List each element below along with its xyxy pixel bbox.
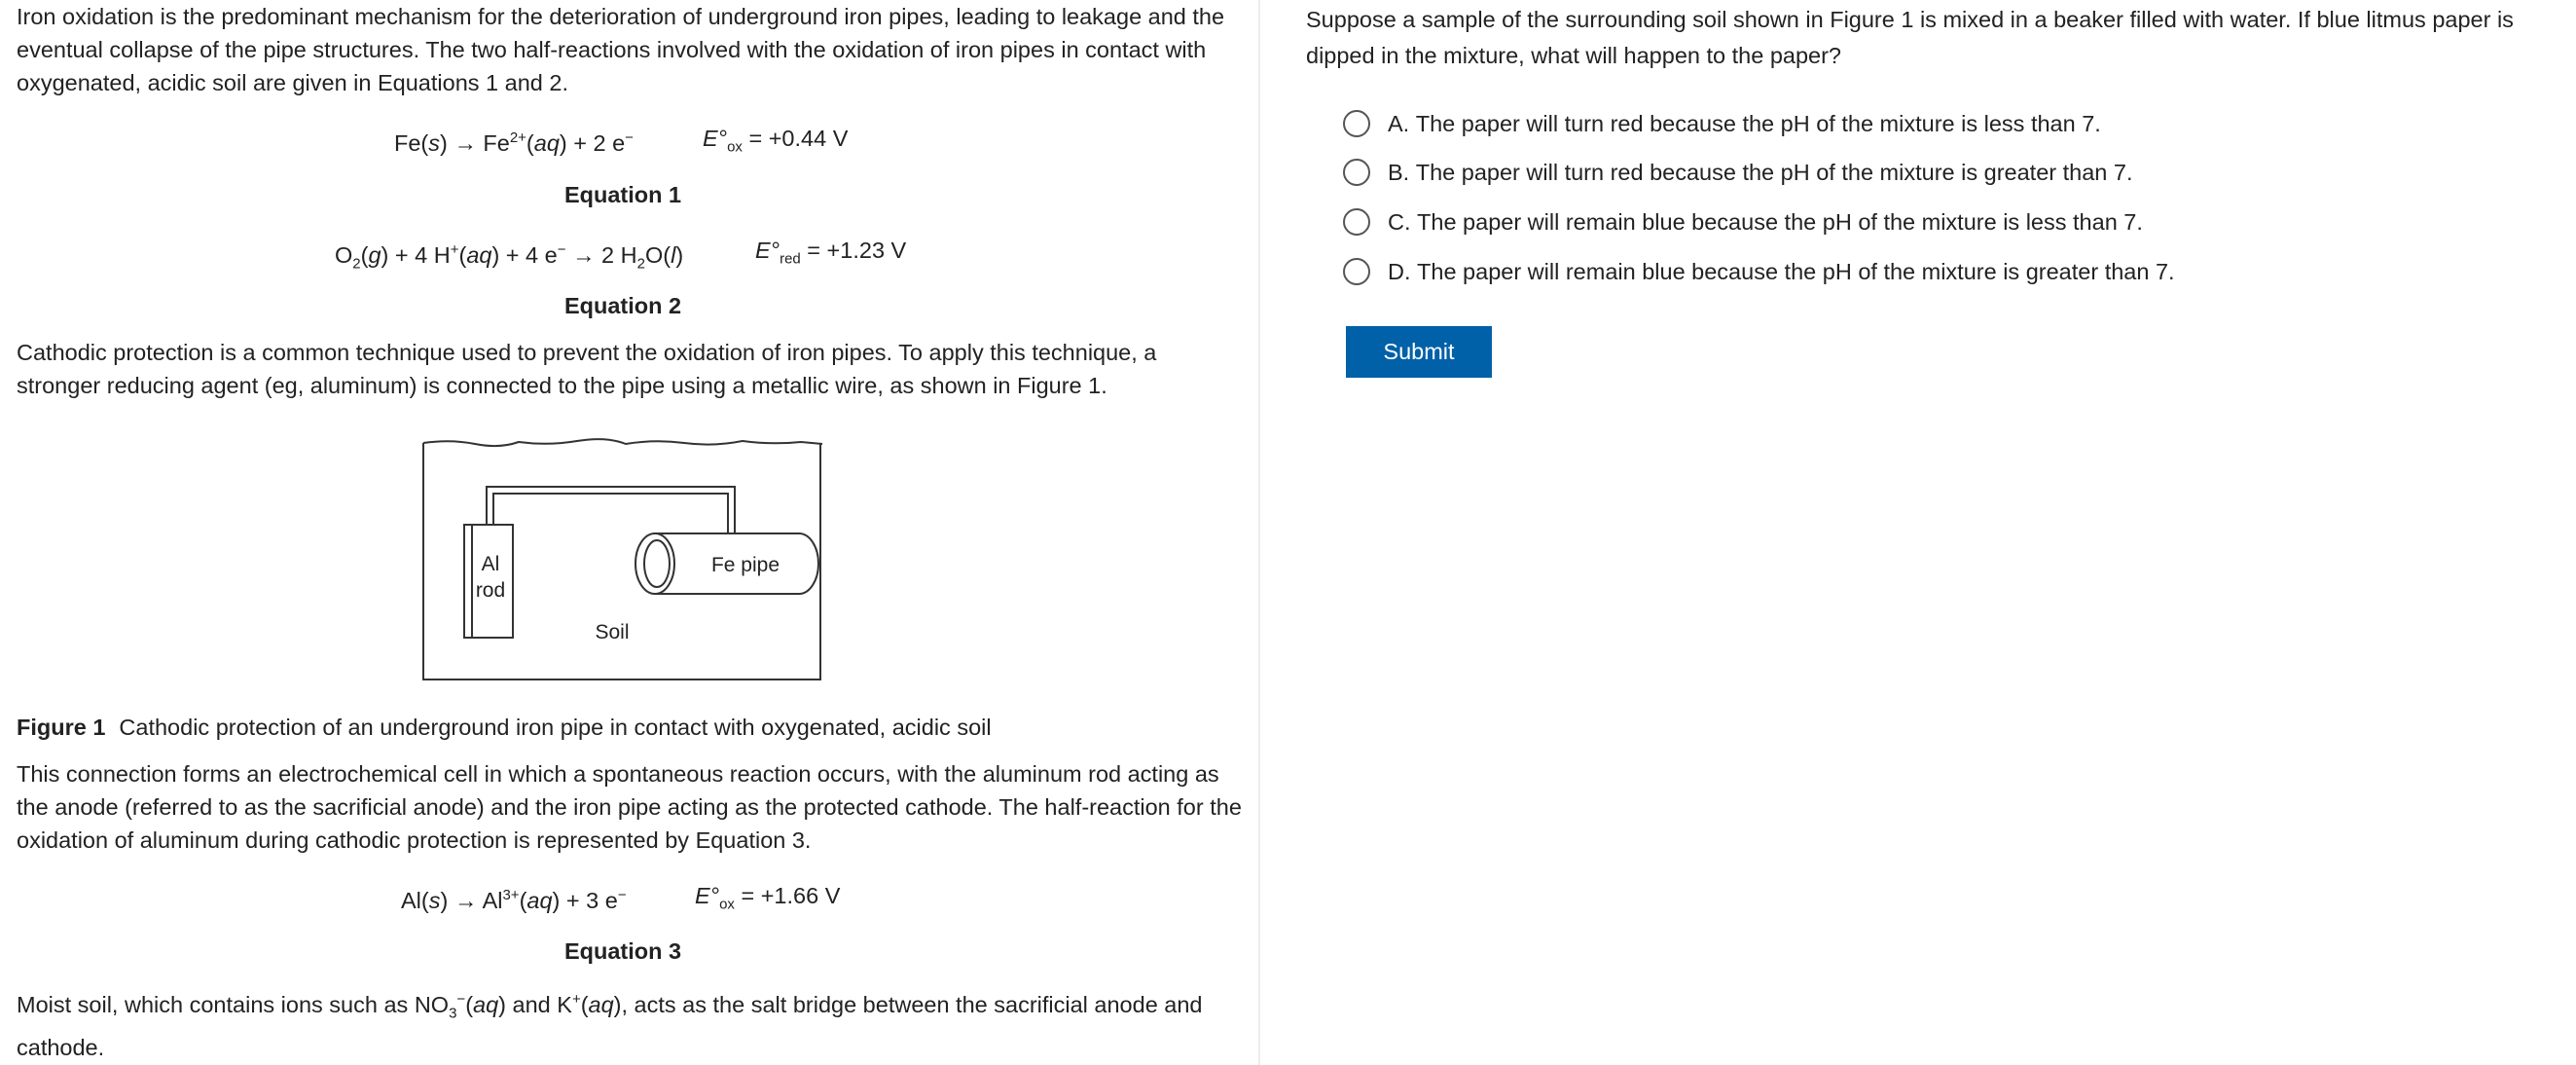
eq1-state-aq: aq <box>533 129 560 156</box>
eq2-electron-charge: − <box>557 241 566 258</box>
wire-inner <box>493 494 728 533</box>
eq1-electron-charge: − <box>625 129 634 146</box>
intro-paragraph: Iron oxidation is the predominant mechanism for the deterioration of underground iron pipes, leading to leakage and the eventual collapse of the pipe structures. The two half-reactions involved with the oxidation of iron pipes in contact with oxygenated, acidic soil are given in Equations 1 and 2. <box>17 4 1225 95</box>
figure-1-diagram <box>421 433 830 686</box>
eq2-state-g: g <box>368 241 381 268</box>
choice-c-radio[interactable] <box>1343 208 1370 236</box>
eq3-aq-open: ( <box>519 887 527 913</box>
eq2-paren-close: ) <box>675 241 684 268</box>
equation-3-label: Equation 3 <box>563 938 682 964</box>
figure-1-caption <box>17 713 992 742</box>
equation-1-potential <box>703 124 848 163</box>
moist-soil-paragraph <box>17 983 1245 1064</box>
eq3-charge: 3+ <box>502 887 520 903</box>
eq2-paren: ( <box>360 241 369 268</box>
fe-pipe-label: Fe pipe <box>710 554 780 576</box>
cathodic-paragraph: Cathodic protection is a common technique used to prevent the oxidation of iron pipes. To apply this technique, a stronger reducing agent (eg, aluminum) is connected to the pipe using a metallic wire, as shown in Figure 1. <box>17 340 1157 398</box>
eq2-state-l: l <box>671 241 676 268</box>
equation-2 <box>335 236 683 279</box>
choice-d-radio[interactable] <box>1343 258 1370 285</box>
figure-caption-number: Figure 1 <box>17 715 106 740</box>
choice-b-text: The paper will turn red because the pH of the mixture is greater than 7. <box>1415 159 2133 185</box>
choice-a-letter: A. <box>1388 110 1410 136</box>
eq2-paren-2: ( <box>458 241 467 268</box>
moist-text-3: ) and K <box>498 991 572 1017</box>
al-rod-label-1: Al <box>481 553 500 575</box>
eq2-water: O( <box>644 241 671 268</box>
connection-paragraph: This connection forms an electrochemical cell in which a spontaneous reaction occurs, with the aluminum rod acting as the anode (referred to as the sacrificial anode) and the iron pipe acting as the protected cathode. The half-reaction for the oxidation of aluminum during cathodic protection is represented by Equation 3. <box>17 761 1242 853</box>
eq2-h-sub: 2 <box>636 255 645 273</box>
moist-text-5: ), acts as the salt bridge between the sacrificial anode and cathode. <box>17 991 1203 1060</box>
submit-button[interactable]: Submit <box>1346 326 1492 378</box>
eq1-electrons: ) + 2 e <box>559 129 626 156</box>
figure-caption-text: Cathodic protection of an underground iron pipe in contact with oxygenated, acidic soil <box>119 715 992 740</box>
soil-label: Soil <box>595 621 630 643</box>
eq3-product: ) → Al <box>440 887 503 913</box>
choice-a-radio[interactable] <box>1343 110 1370 137</box>
eq1-e-symbol: E° <box>703 126 728 151</box>
choice-b-radio[interactable] <box>1343 159 1370 186</box>
choice-c-letter: C. <box>1388 208 1411 235</box>
eq3-reactant: Al( <box>401 887 429 913</box>
choice-c[interactable] <box>1343 205 2143 239</box>
choice-b[interactable] <box>1343 156 2132 189</box>
equation-2-label: Equation 2 <box>563 293 682 318</box>
choice-d-letter: D. <box>1388 258 1411 284</box>
eq3-e-sub: ox <box>719 896 735 913</box>
choice-d[interactable] <box>1343 255 2175 288</box>
moist-no3-sub: 3 <box>449 1005 457 1022</box>
moist-k-sup: + <box>571 991 581 1008</box>
fe-pipe-end-inner <box>644 540 670 587</box>
moist-text-2: ( <box>465 991 474 1017</box>
moist-no3-sup: − <box>456 991 466 1008</box>
eq1-product: ) → Fe <box>440 129 510 156</box>
choice-d-text: The paper will remain blue because the pH of the mixture is greater than 7. <box>1417 258 2175 284</box>
soil-surface-line <box>423 439 822 446</box>
choice-c-text: The paper will remain blue because the pH of the mixture is less than 7. <box>1417 208 2143 235</box>
eq2-electrons: ) + 4 e <box>491 241 558 268</box>
equation-2-potential <box>755 236 906 275</box>
eq3-state-aq: aq <box>526 887 553 913</box>
eq1-aq-open: ( <box>526 129 534 156</box>
question-panel <box>1262 0 2576 1065</box>
eq1-e-sub: ox <box>727 138 743 156</box>
choice-b-letter: B. <box>1388 159 1410 185</box>
eq2-e-sub: red <box>780 250 801 268</box>
eq3-electron-charge: − <box>617 887 627 903</box>
al-rod-label-2: rod <box>475 579 506 602</box>
eq1-state-s: s <box>428 129 440 156</box>
eq2-h-charge: + <box>450 241 459 258</box>
choice-a-text: The paper will turn red because the pH of the mixture is less than 7. <box>1415 110 2101 136</box>
moist-aq-1: aq <box>473 991 499 1017</box>
equation-1 <box>394 124 634 158</box>
moist-aq-2: aq <box>588 991 614 1017</box>
eq2-o: O <box>335 241 353 268</box>
eq1-e-value: = +0.44 V <box>742 126 849 151</box>
eq2-e-value: = +1.23 V <box>800 238 907 263</box>
choice-a[interactable] <box>1343 107 2101 140</box>
eq1-charge: 2+ <box>509 129 526 146</box>
eq2-h: ) + 4 H <box>381 241 451 268</box>
eq3-state-s: s <box>428 887 441 913</box>
eq3-electrons: ) + 3 e <box>552 887 618 913</box>
equation-3-potential <box>695 881 840 920</box>
eq2-arrow: → 2 H <box>565 241 637 268</box>
eq2-state-aq: aq <box>466 241 492 268</box>
eq2-o-sub: 2 <box>352 255 361 273</box>
passage-panel <box>0 0 1260 1065</box>
eq2-e-symbol: E° <box>755 238 780 263</box>
question-stem: Suppose a sample of the surrounding soil shown in Figure 1 is mixed in a beaker filled with water. If blue litmus paper is dipped in the mixture, what will happen to the paper? <box>1306 7 2514 68</box>
equation-3 <box>401 881 627 915</box>
equation-1-label: Equation 1 <box>563 182 682 207</box>
eq3-e-symbol: E° <box>695 883 720 908</box>
eq3-e-value: = +1.66 V <box>734 883 841 908</box>
moist-text-1: Moist soil, which contains ions such as NO <box>17 991 450 1017</box>
moist-text-4: ( <box>580 991 589 1017</box>
eq1-reactant: Fe( <box>394 129 429 156</box>
